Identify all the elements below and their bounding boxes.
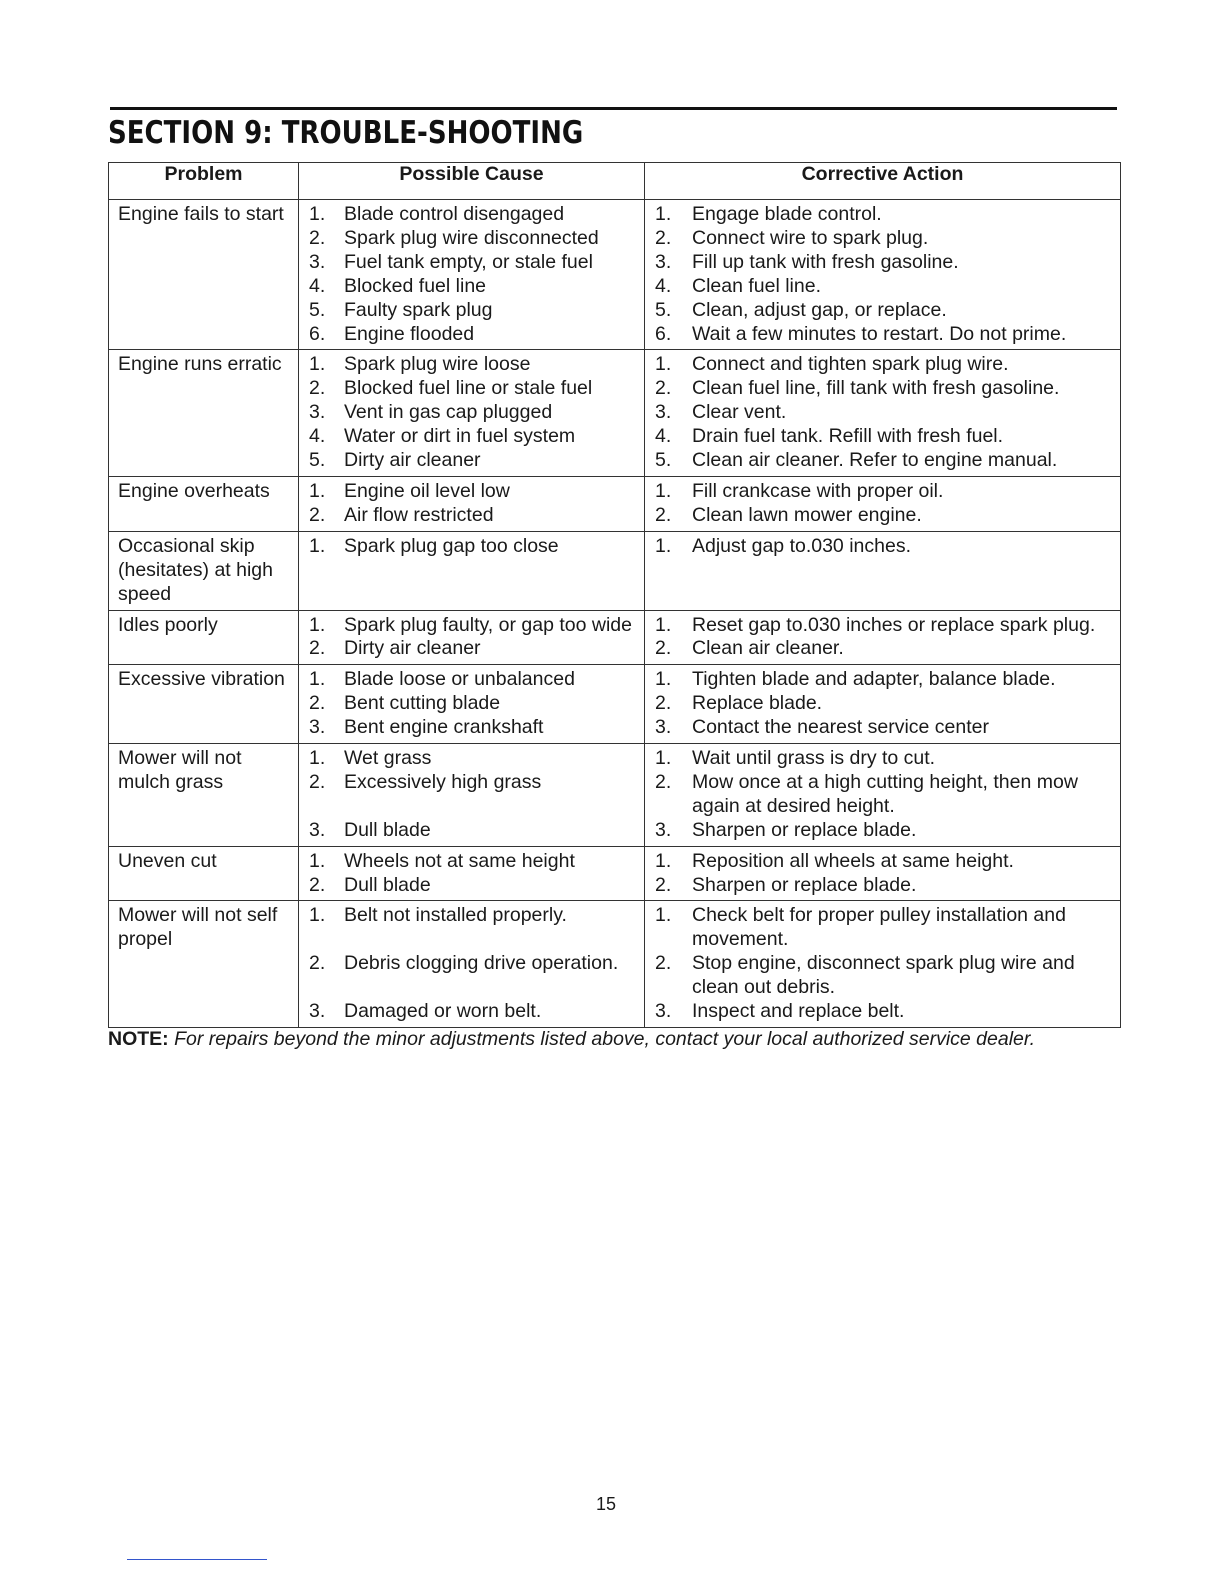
cause-item: 1. Engine oil level low	[309, 479, 510, 502]
action-item: 3. Contact the nearest service center	[655, 716, 989, 739]
cause-item: 2. Debris clogging drive operation.	[309, 952, 619, 975]
action-item: 6. Wait a few minutes to restart. Do not prime.	[655, 322, 1067, 345]
cause-cell	[299, 901, 645, 1028]
action-item: 3. Fill up tank with fresh gasoline.	[655, 250, 959, 273]
problem-cell: Occasional skip (hesitates) at high speed	[109, 531, 299, 610]
table-row	[109, 531, 1121, 610]
table-row	[109, 744, 1121, 847]
action-item: 2. Stop engine, disconnect spark plug wire and clean out debris.	[655, 952, 1075, 999]
problem-cell: Uneven cut	[109, 846, 299, 901]
cause-cell	[299, 531, 645, 610]
table-row	[109, 901, 1121, 1028]
action-item: 1. Check belt for proper pulley installation and movement.	[655, 904, 1066, 951]
problem-cell: Engine runs erratic	[109, 350, 299, 477]
cause-item: 2. Excessively high grass	[309, 770, 542, 793]
cause-item: 1. Wet grass	[309, 747, 432, 770]
action-item: 3. Inspect and replace belt.	[655, 1000, 905, 1023]
cause-item: 4. Water or dirt in fuel system	[309, 425, 576, 448]
cause-item: 3. Bent engine crankshaft	[309, 716, 544, 739]
cause-item: 3. Fuel tank empty, or stale fuel	[309, 250, 593, 273]
cause-item: 3. Dull blade	[309, 818, 431, 841]
action-item: 2. Connect wire to spark plug.	[655, 226, 929, 249]
cause-item: 2. Blocked fuel line or stale fuel	[309, 377, 593, 400]
cause-item: 1. Spark plug gap too close	[309, 534, 559, 557]
table-row	[109, 200, 1121, 350]
note-label: NOTE:	[108, 1028, 169, 1050]
action-cell	[645, 200, 1121, 350]
action-cell	[645, 846, 1121, 901]
action-item: 1. Connect and tighten spark plug wire.	[655, 353, 1009, 376]
cause-item: 2. Bent cutting blade	[309, 692, 501, 715]
problem-cell: Excessive vibration	[109, 665, 299, 744]
footer-link-underline	[127, 1559, 267, 1560]
cause-cell	[299, 476, 645, 531]
cause-cell	[299, 744, 645, 847]
note-text: For repairs beyond the minor adjustments listed above, contact your local authorized service dealer.	[174, 1028, 1036, 1050]
cause-cell	[299, 846, 645, 901]
action-item: 1. Fill crankcase with proper oil.	[655, 479, 944, 502]
action-cell	[645, 610, 1121, 665]
troubleshooting-table	[108, 162, 1121, 1028]
cause-cell	[299, 200, 645, 350]
problem-cell: Mower will not self propel	[109, 901, 299, 1028]
action-cell	[645, 531, 1121, 610]
cause-item: 2. Dull blade	[309, 873, 431, 896]
action-cell	[645, 665, 1121, 744]
action-cell	[645, 744, 1121, 847]
cause-item: 5. Dirty air cleaner	[309, 449, 481, 472]
problem-cell: Mower will not mulch grass	[109, 744, 299, 847]
table-row	[109, 350, 1121, 477]
cause-item: 2. Spark plug wire disconnected	[309, 226, 599, 249]
table-row	[109, 665, 1121, 744]
action-item: 2. Sharpen or replace blade.	[655, 873, 917, 896]
cause-item: 1. Blade control disengaged	[309, 203, 565, 225]
action-cell	[645, 350, 1121, 477]
action-item: 1. Reposition all wheels at same height.	[655, 849, 1014, 872]
cause-item: 1. Wheels not at same height	[309, 849, 575, 872]
column-header-problem: Problem	[109, 163, 299, 200]
action-item: 3. Sharpen or replace blade.	[655, 818, 917, 841]
action-cell	[645, 901, 1121, 1028]
table-row	[109, 610, 1121, 665]
action-item: 1. Tighten blade and adapter, balance blade.	[655, 668, 1056, 691]
cause-cell	[299, 665, 645, 744]
column-header-possible-cause: Possible Cause	[299, 163, 645, 200]
section-title: SECTION 9: TROUBLE-SHOOTING	[108, 115, 584, 151]
action-item: 1. Reset gap to.030 inches or replace spark plug.	[655, 613, 1096, 636]
action-item: 1. Wait until grass is dry to cut.	[655, 747, 936, 770]
cause-item: 4. Blocked fuel line	[309, 274, 487, 297]
action-item: 4. Drain fuel tank. Refill with fresh fuel.	[655, 425, 1004, 448]
action-item: 5. Clean air cleaner. Refer to engine manual.	[655, 449, 1058, 472]
action-item: 5. Clean, adjust gap, or replace.	[655, 298, 947, 321]
cause-item: 3. Vent in gas cap plugged	[309, 401, 553, 424]
cause-item: 5. Faulty spark plug	[309, 298, 493, 321]
cause-item: 1. Spark plug faulty, or gap too wide	[309, 613, 632, 636]
table-header-row	[109, 163, 1121, 200]
action-item: 2. Replace blade.	[655, 692, 823, 715]
action-item: 1. Adjust gap to.030 inches.	[655, 534, 911, 557]
table-row	[109, 476, 1121, 531]
action-item: 3. Clear vent.	[655, 401, 787, 424]
table-row	[109, 846, 1121, 901]
cause-item: 2. Air flow restricted	[309, 503, 494, 526]
cause-item: 6. Engine flooded	[309, 322, 475, 345]
action-item: 2. Clean air cleaner.	[655, 637, 844, 660]
cause-item: 1. Belt not installed properly.	[309, 904, 567, 927]
problem-cell: Engine fails to start	[109, 200, 299, 350]
action-item: 1. Engage blade control.	[655, 203, 882, 225]
problem-cell: Engine overheats	[109, 476, 299, 531]
cause-item: 3. Damaged or worn belt.	[309, 1000, 542, 1023]
cause-cell	[299, 610, 645, 665]
cause-item: 1. Spark plug wire loose	[309, 353, 531, 376]
action-item: 2. Clean fuel line, fill tank with fresh gasoline.	[655, 377, 1060, 400]
cause-item: 1. Blade loose or unbalanced	[309, 668, 575, 691]
column-header-corrective-action: Corrective Action	[645, 163, 1121, 200]
page-number: 15	[595, 1494, 617, 1514]
action-cell	[645, 476, 1121, 531]
repair-note	[108, 1028, 1035, 1051]
top-rule	[110, 107, 1117, 110]
problem-cell: Idles poorly	[109, 610, 299, 665]
cause-cell	[299, 350, 645, 477]
cause-item: 2. Dirty air cleaner	[309, 637, 481, 660]
action-item: 2. Clean lawn mower engine.	[655, 503, 922, 526]
action-item: 4. Clean fuel line.	[655, 274, 821, 297]
action-item: 2. Mow once at a high cutting height, then mow again at desired height.	[655, 770, 1078, 817]
